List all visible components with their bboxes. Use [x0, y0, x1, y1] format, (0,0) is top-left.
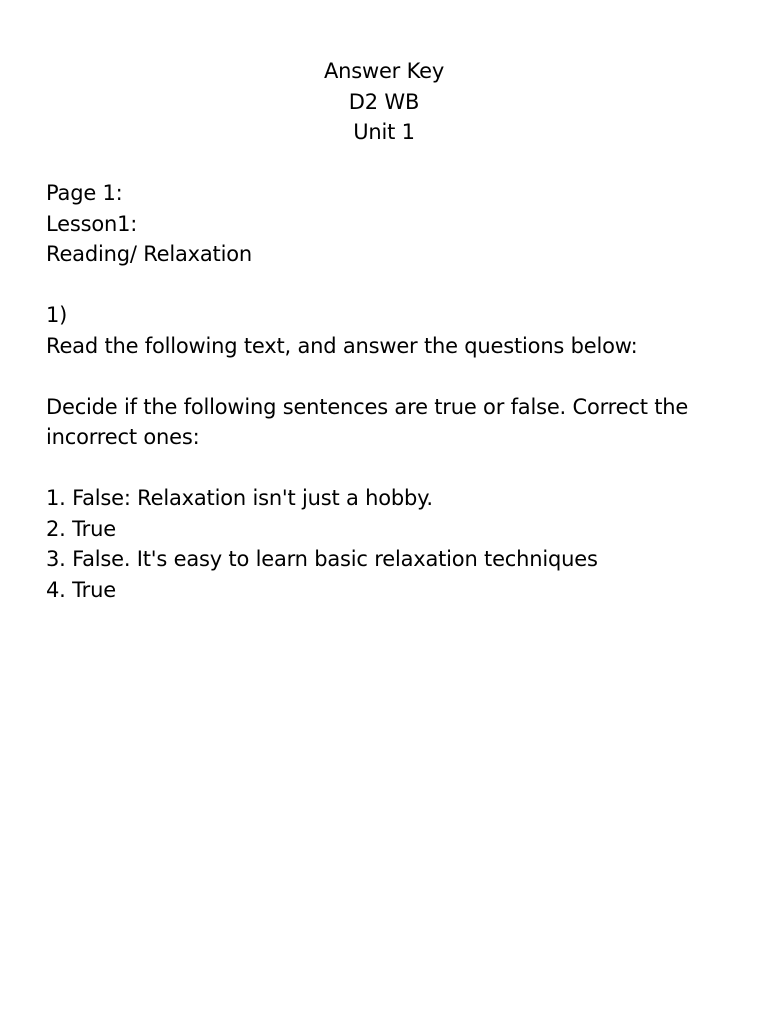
lesson-label: Lesson1:: [46, 211, 138, 236]
exercise-number: 1): [46, 303, 68, 327]
answer-item: 1. False: Relaxation isn't just a hobby.: [46, 486, 433, 510]
exercise-task: Decide if the following sentences are true or false. Correct the incorrect ones:: [46, 394, 689, 449]
doc-subtitle: D2 WB: [348, 89, 420, 114]
doc-unit: Unit 1: [353, 120, 415, 144]
answer-item: 2. True: [46, 516, 116, 541]
spacer: [46, 361, 722, 392]
spacer: [46, 148, 722, 179]
page-label: Page 1:: [46, 181, 123, 205]
exercise-instruction: Read the following text, and answer the questions below:: [46, 333, 638, 358]
spacer: [46, 453, 722, 484]
doc-title: Answer Key: [323, 59, 445, 83]
answer-item: 3. False. It's easy to learn basic relaxation techniques: [46, 547, 598, 571]
spacer: [46, 270, 722, 301]
topic-label: Reading/ Relaxation: [46, 242, 252, 266]
answer-item: 4. True: [46, 577, 116, 602]
